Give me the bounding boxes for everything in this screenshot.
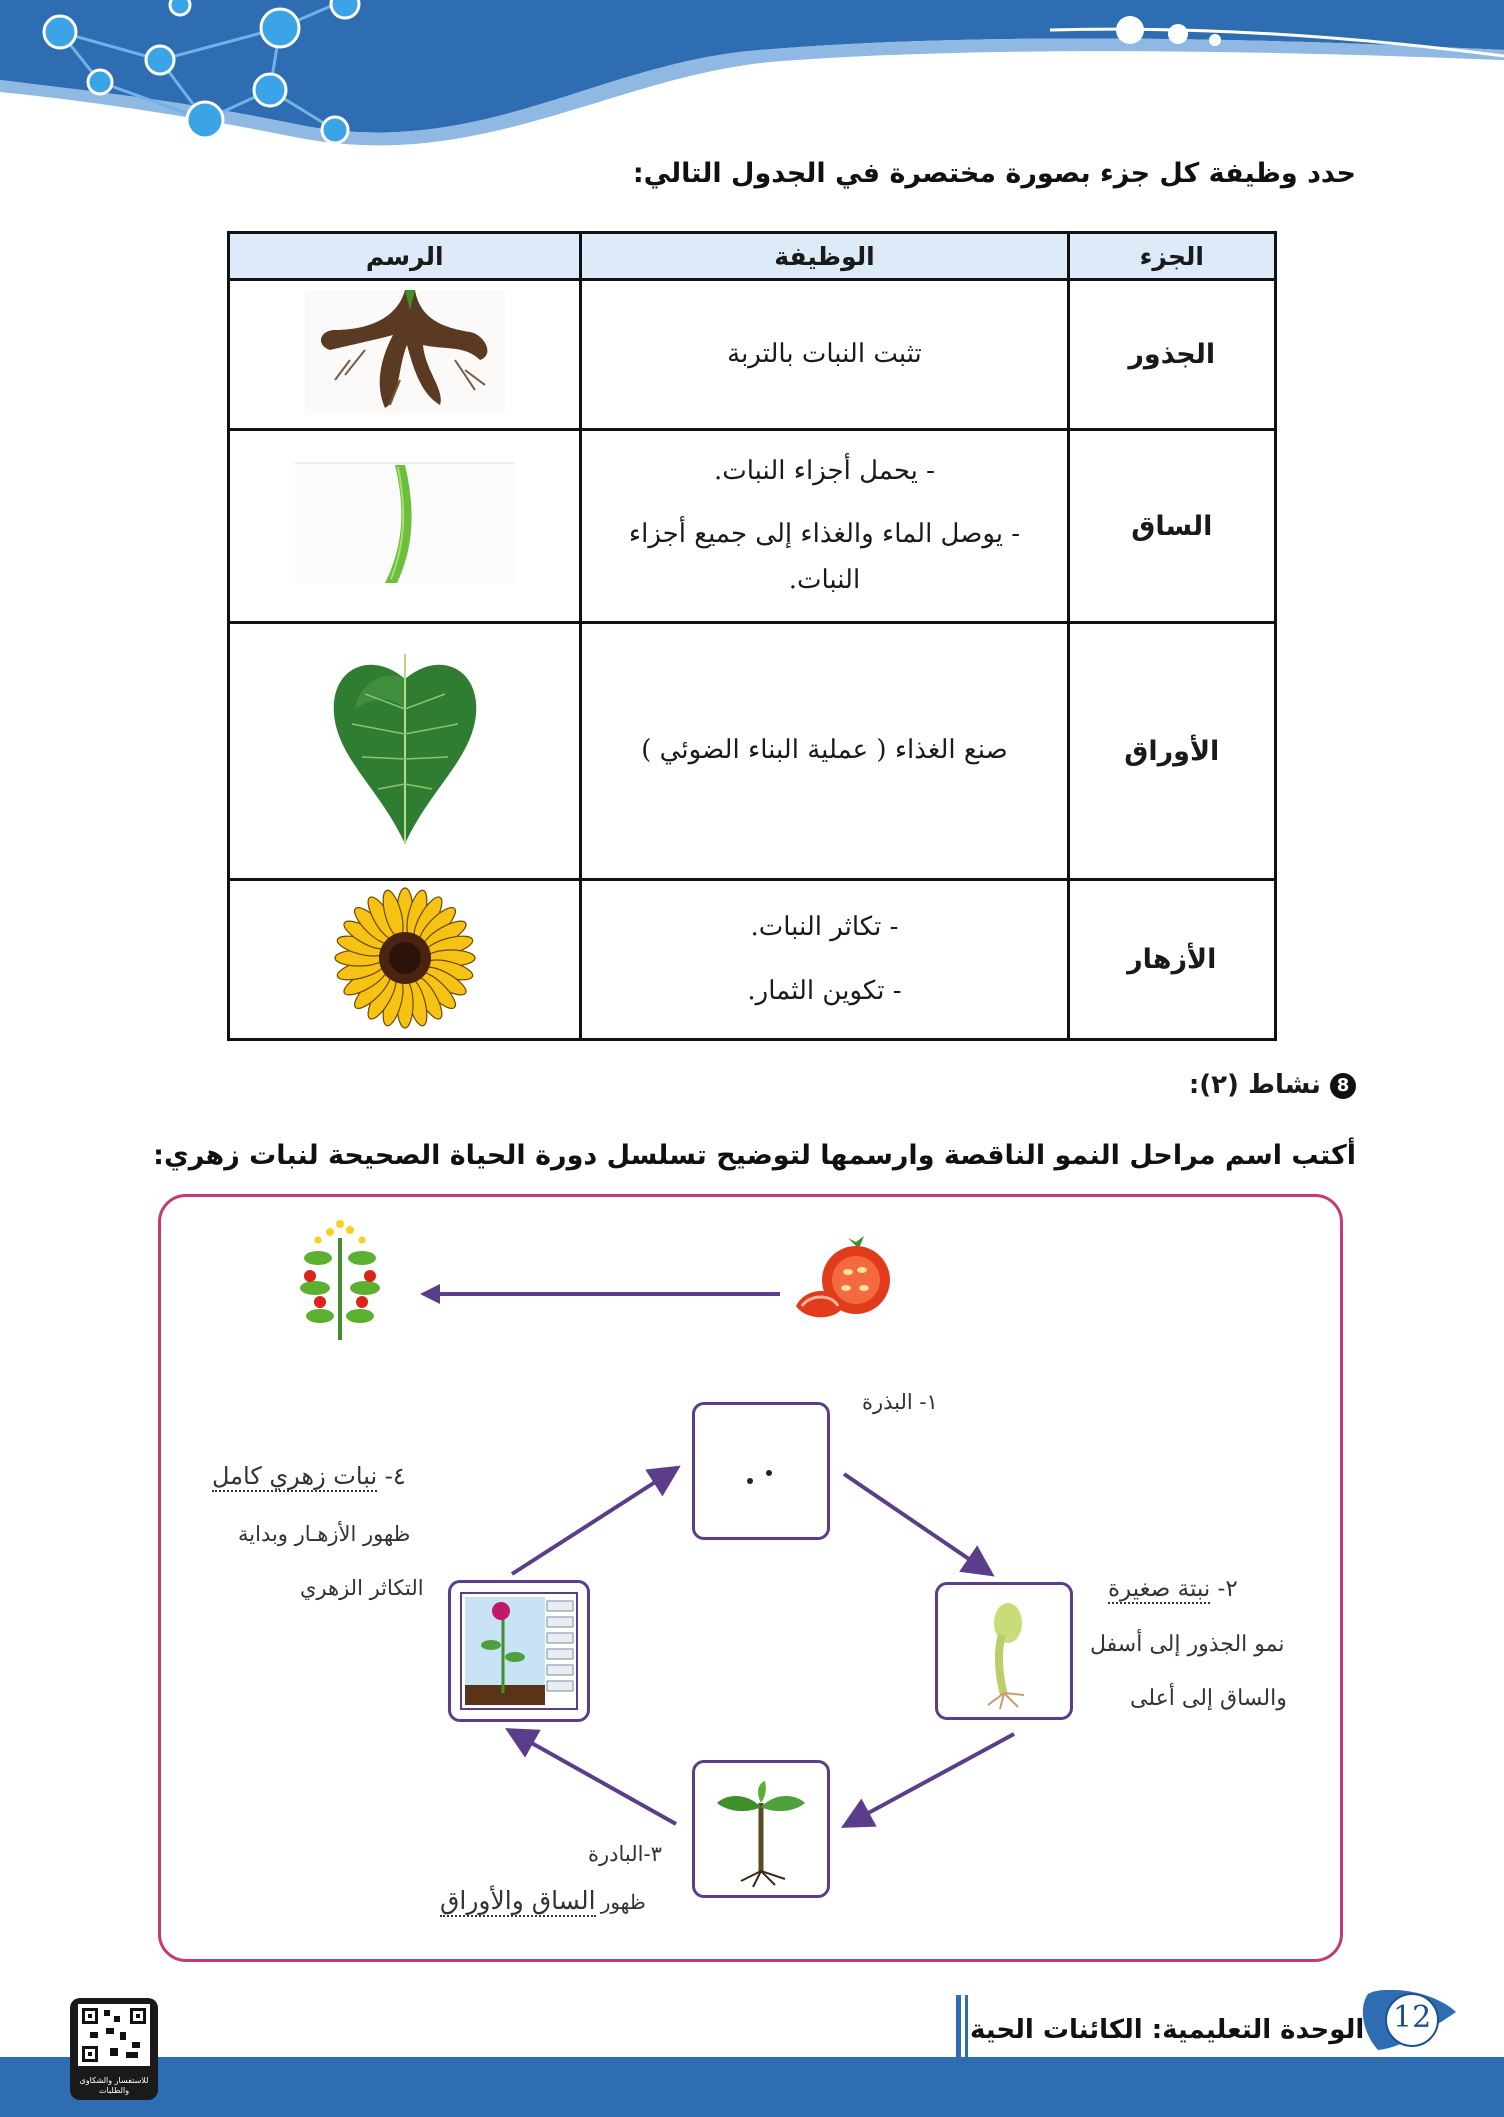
qr-caption: للاستفسار والشكاوى والطلبات [79,2076,149,2095]
drawing-cell [229,280,581,430]
activity-title-text: نشاط (٢): [1188,1070,1321,1100]
footer-band [0,1990,1504,2117]
sprout-number: ٢- [1217,1576,1238,1602]
function-cell [581,880,1068,1040]
table-row [229,880,1276,1040]
activity-number-badge: 8 [1330,1073,1356,1099]
unit-title: الوحدة التعليمية: الكائنات الحية [970,2015,1365,2045]
arrow-mature-to-seed [512,1470,674,1574]
seedling-desc-prefix: ظهور [600,1890,646,1914]
function-line: - تكوين الثمار. [747,975,902,1006]
sprout-label [1108,1576,1238,1602]
part-cell: الجذور [1068,280,1275,430]
activity-title [1189,1070,1356,1100]
function-line: تثبت النبات بالتربة [727,338,922,369]
drawing-cell [229,623,581,880]
arrow-seedling-to-mature [512,1732,676,1824]
page-number: 12 [1393,2000,1432,2035]
header-function: الوظيفة [581,233,1068,280]
mature-label [212,1462,406,1490]
table-row [229,623,1276,880]
instruction-heading: حدد وظيفة كل جزء بصورة مختصرة في الجدول التالي: [632,158,1356,189]
cycle-arrows [440,1440,1040,1870]
table-row [229,430,1276,623]
top-arrow [420,1282,782,1306]
function-line: - يوصل الماء والغذاء إلى جميع أجزاء [628,519,1021,550]
qr-code-icon [70,1998,158,2070]
function-line: النبات. [788,564,861,595]
function-cell [581,430,1068,623]
leaf-icon [330,649,480,849]
seedling-desc [440,1886,646,1915]
mature-desc-1: ظهور الأزهـار وبداية [238,1522,411,1546]
function-line: - تكاثر النبات. [750,912,899,942]
roots-icon [305,290,505,415]
qr-code-widget[interactable] [70,1998,158,2100]
tomato-icon [796,1236,896,1326]
part-cell: الساق [1068,430,1275,623]
sunflower-icon [330,883,480,1033]
function-cell [581,623,1068,880]
arrow-sprout-to-seedling [848,1734,1014,1824]
mature-name: نبات زهري كامل [212,1462,378,1490]
activity-question: أكتب اسم مراحل النمو الناقصة وارسمها لتوضيح تسلسل دورة الحياة الصحيحة لنبات زهري: [153,1140,1356,1171]
header-banner [0,0,1504,170]
function-line: - يحمل أجزاء النبات. [714,455,935,486]
stem-icon [295,459,515,589]
header-drawing: الرسم [229,233,581,280]
plant-parts-table [227,231,1277,1041]
header-part: الجزء [1068,233,1275,280]
function-line: صنع الغذاء ( عملية البناء الضوئي ) [641,735,1008,766]
table-row [229,280,1276,430]
function-cell [581,280,1068,430]
drawing-cell [229,430,581,623]
seed-label: ١- البذرة [862,1390,938,1414]
mature-desc-2: التكاثر الزهري [300,1576,424,1600]
seedling-title: ٣-البادرة [588,1842,662,1866]
table-header-row [229,233,1276,280]
drawing-cell [229,880,581,1040]
fruiting-plant-icon [290,1218,390,1343]
seedling-desc-answer: الساق والأوراق [440,1886,596,1915]
part-cell: الأوراق [1068,623,1275,880]
sprout-name: نبتة صغيرة [1108,1576,1211,1602]
part-cell: الأزهار [1068,880,1275,1040]
arrow-seed-to-sprout [844,1474,988,1572]
sprout-desc-2: والساق إلى أعلى [1130,1686,1287,1711]
sprout-desc-1: نمو الجذور إلى أسفل [1090,1632,1285,1657]
mature-number: ٤- [384,1462,406,1490]
